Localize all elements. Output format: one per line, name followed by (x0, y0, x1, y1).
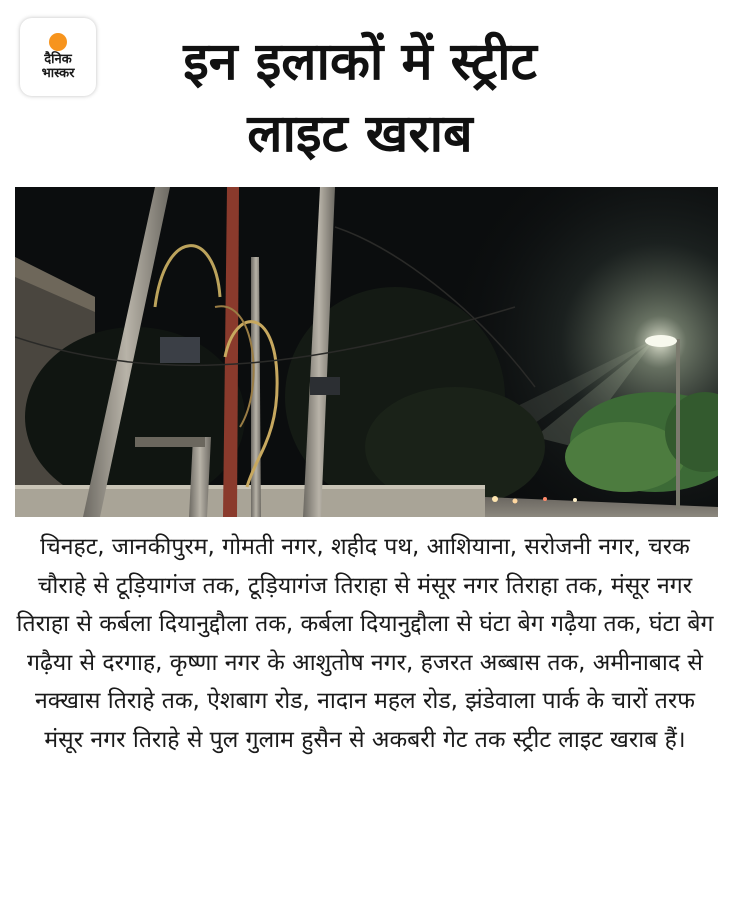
street-photo (15, 187, 718, 517)
street-list-paragraph: चिनहट, जानकीपुरम, गोमती नगर, शहीद पथ, आशियाना, सरोजनी नगर, चरक चौराहे से टूड़ियागंज तक, टूड़ियागंज तिराहा से मंसूर नगर तिराहा तक, मंसूर नगर तिराहा से कर्बला दियानुद्दौला तक, कर्बला दियानुद्दौला से घंटा बेग गढ़ैया तक, घंटा बेग गढ़ैया से दरगाह, कृष्णा नगर के आशुतोष नगर, हजरत अब्बास तक, अमीनाबाद से नक्खास तिराहे तक, ऐशबाग रोड, नादान महल रोड, झंडेवाला पार्क के चारों तरफ मंसूर नगर तिराहे से पुल गुलाम हुसैन से अकबरी गेट तक स्ट्रीट लाइट खराब हैं। (16, 534, 714, 753)
sun-icon (49, 33, 67, 51)
logo-text: दैनिक भास्कर (41, 52, 75, 81)
headline: इन इलाकों में स्ट्रीट लाइट खराब (183, 32, 537, 164)
dainik-bhaskar-logo (20, 18, 96, 96)
